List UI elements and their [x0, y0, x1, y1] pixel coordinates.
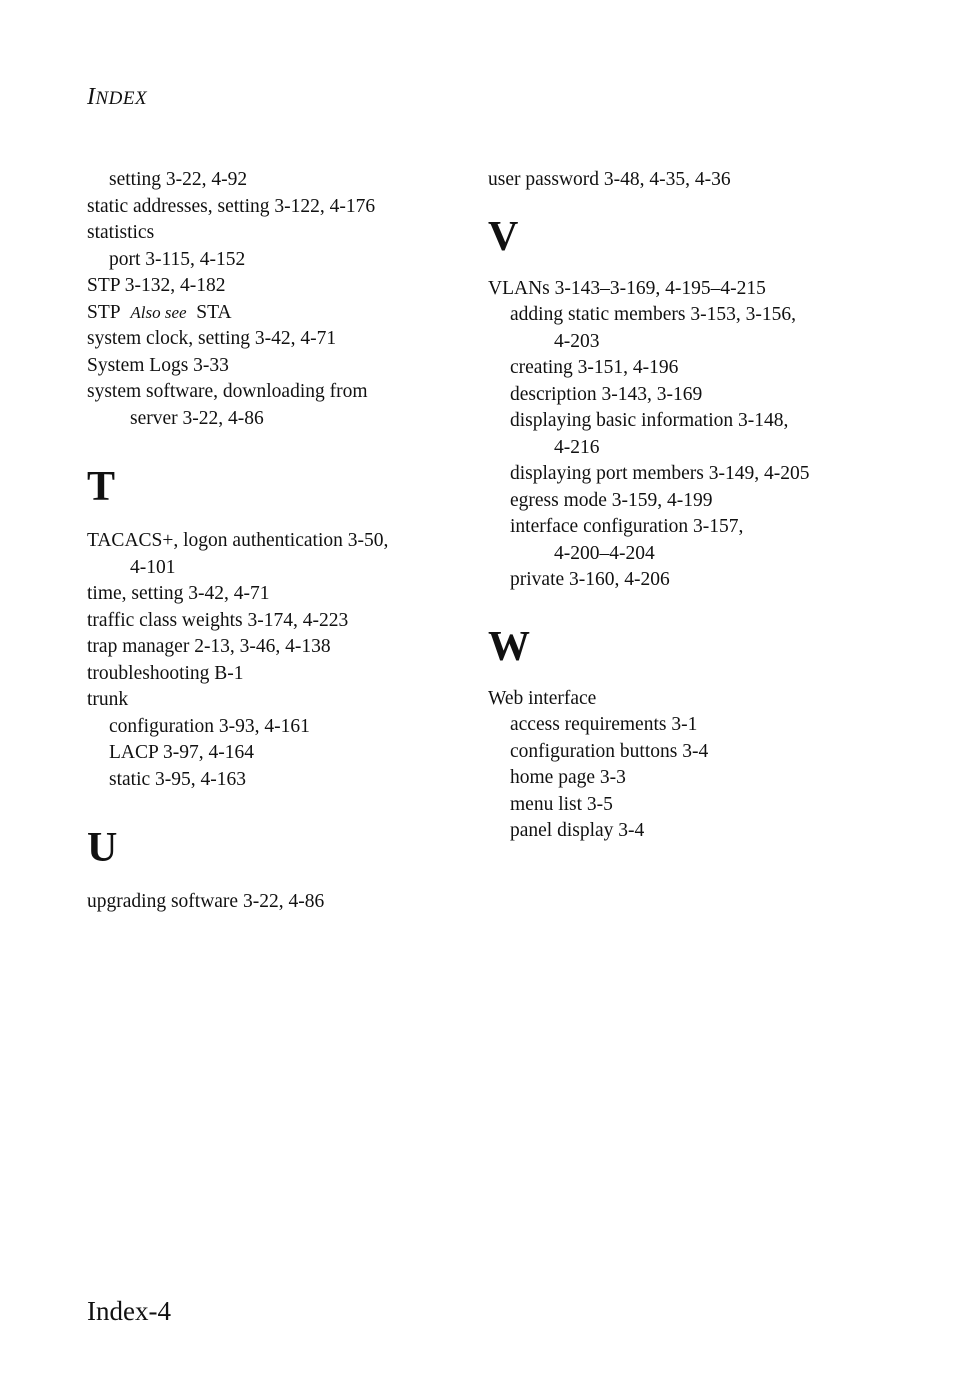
index-entry: [87, 300, 467, 327]
see-also-label: Also see: [130, 302, 187, 322]
index-subentry: description 3-143, 3-169: [510, 383, 703, 405]
index-entry: STP 3-132, 4-182: [87, 275, 226, 296]
index-entry-continuation: 4-216: [554, 436, 600, 458]
index-subentry: interface configuration 3-157,: [510, 516, 744, 537]
index-entry: trunk: [87, 689, 129, 710]
index-entry: user password 3-48, 4-35, 4-36: [488, 169, 731, 190]
running-head: [87, 84, 147, 111]
section-letter-t: T: [87, 464, 116, 510]
index-entry: time, setting 3-42, 4-71: [87, 583, 270, 604]
index-term: STP: [87, 301, 121, 323]
index-entry: VLANs 3-143–3-169, 4-195–4-215: [488, 277, 766, 299]
index-subentry: menu list 3-5: [510, 793, 613, 815]
running-head-rest: NDEX: [95, 88, 148, 109]
index-entry-continuation: 4-200–4-204: [554, 542, 655, 564]
index-subentry: home page 3-3: [510, 767, 626, 788]
index-subentry: setting 3-22, 4-92: [109, 169, 248, 190]
index-entry: troubleshooting B-1: [87, 662, 244, 684]
section-letter-w: W: [488, 623, 530, 670]
index-subentry: private 3-160, 4-206: [510, 569, 670, 590]
index-entry-continuation: 4-101: [130, 556, 176, 578]
index-entry: statistics: [87, 222, 155, 243]
index-subentry: configuration buttons 3-4: [510, 740, 709, 762]
index-entry: TACACS+, logon authentication 3-50,: [87, 530, 389, 551]
index-column-right: [488, 167, 888, 845]
index-entry: system software, downloading from: [87, 381, 368, 402]
running-head-initial: I: [87, 84, 96, 110]
index-subentry: creating 3-151, 4-196: [510, 357, 679, 378]
index-entry: system clock, setting 3-42, 4-71: [87, 328, 337, 349]
index-entry: static addresses, setting 3-122, 4-176: [87, 195, 376, 217]
index-subentry: configuration 3-93, 4-161: [109, 715, 310, 737]
index-subentry: panel display 3-4: [510, 820, 645, 841]
index-entry-continuation: 4-203: [554, 330, 600, 352]
index-entry: System Logs 3-33: [87, 354, 229, 376]
section-letter-u: U: [87, 825, 118, 871]
index-subentry: LACP 3-97, 4-164: [109, 742, 254, 763]
index-subentry: displaying basic information 3-148,: [510, 410, 789, 431]
index-subentry: egress mode 3-159, 4-199: [510, 489, 713, 511]
section-letter-v: V: [488, 213, 519, 260]
index-subentry: static 3-95, 4-163: [109, 768, 247, 790]
see-also-target: STA: [196, 301, 232, 323]
index-column-left: [87, 167, 467, 916]
index-entry: upgrading software 3-22, 4-86: [87, 891, 325, 912]
index-subentry: access requirements 3-1: [510, 714, 698, 735]
index-subentry: port 3-115, 4-152: [109, 248, 246, 270]
index-subentry: displaying port members 3-149, 4-205: [510, 463, 810, 484]
index-entry: Web interface: [488, 687, 597, 709]
index-entry-continuation: server 3-22, 4-86: [130, 407, 264, 429]
index-entry: traffic class weights 3-174, 4-223: [87, 609, 349, 631]
index-subentry: adding static members 3-153, 3-156,: [510, 304, 796, 325]
index-entry: trap manager 2-13, 3-46, 4-138: [87, 636, 331, 657]
page-number: Index-4: [87, 1296, 171, 1326]
